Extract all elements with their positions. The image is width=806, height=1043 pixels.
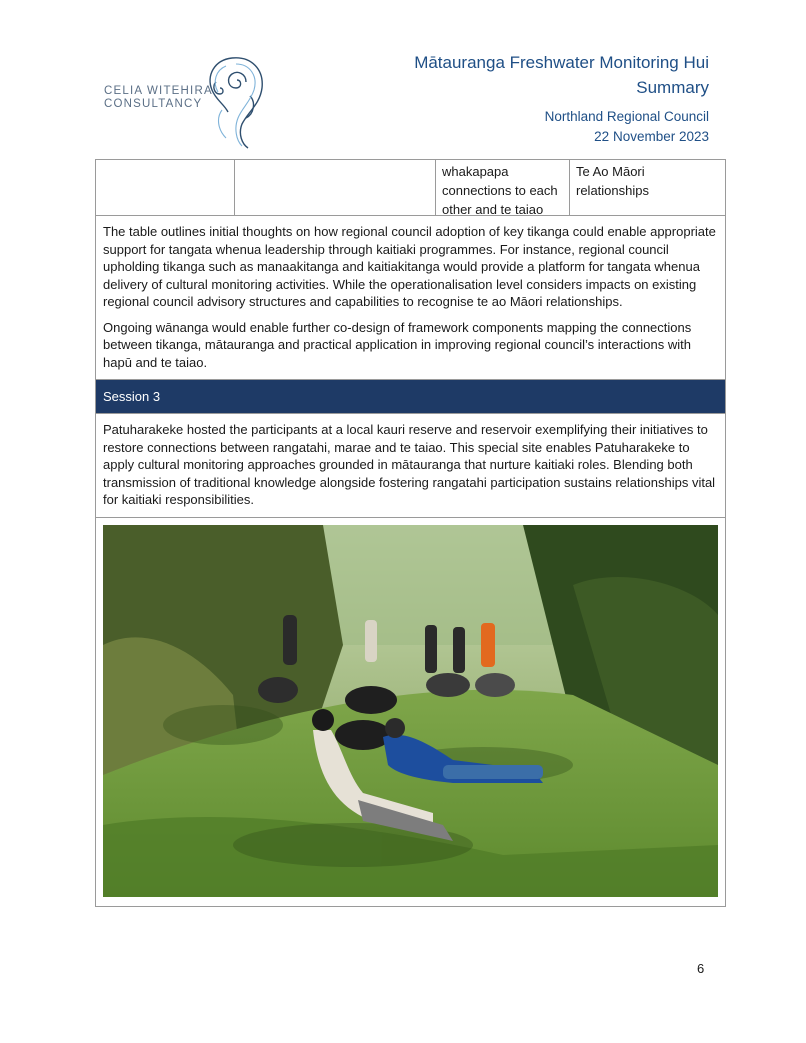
logo-line-1: CELIA WITEHIRA (104, 85, 213, 97)
table-cell-1 (96, 160, 235, 215)
session-heading: Session 3 (96, 380, 725, 414)
page-number: 6 (697, 961, 705, 976)
koru-logo-icon (202, 52, 272, 150)
content-table (95, 159, 726, 907)
session-paragraph: Patuharakeke hosted the participants at a local kauri reserve and reservoir exemplifying their initiatives to restore connections between rangatahi, marae and te taiao. This special site enables Patuharakeke to apply cultural monitoring approaches grounded in mātauranga that nurture kaitiaki roles. Blending both transmission of traditional knowledge alongside fostering rangatahi participation sustains relationships vital for kaitiaki responsibilities. (103, 422, 716, 507)
logo-wordmark (104, 85, 213, 111)
table-cell-3: whakapapa connections to each other and te taiao (436, 160, 570, 215)
company-logo (104, 52, 274, 152)
report-title-line-2: Summary (636, 78, 709, 97)
photo-cell (96, 518, 725, 906)
summary-paragraph-2: Ongoing wānanga would enable further co-design of framework components mapping the connections between tikanga, mātauranga and practical application in improving regional council’s interactions with hapū and te taiao. (103, 319, 692, 370)
table-row (96, 160, 725, 216)
summary-section (96, 216, 725, 380)
report-meta (545, 107, 709, 147)
organisation-name: Northland Regional Council (544, 109, 709, 124)
report-title-line-1: Mātauranga Freshwater Monitoring Hui (414, 53, 709, 72)
logo-line-2: CONSULTANCY (104, 98, 203, 110)
summary-paragraph-1: The table outlines initial thoughts on how regional council adoption of key tikanga could enable appropriate support for tangata whenua leadership through kaitiaki programmes. For instance, regional council upholding tikanga such as manaakitanga and kaitiakitanga would provide a platform for tangata whenua delivery of cultural monitoring activities. While the operationalisation level considers impacts on existing regional council advisory structures and capabilities to recognise te ao Māori relationships. (103, 224, 716, 309)
table-cell-4: Te Ao Māori relationships (576, 164, 649, 198)
session-section (96, 414, 725, 518)
report-date: 22 November 2023 (594, 129, 709, 144)
table-cell-2 (235, 160, 436, 215)
group-photo (103, 525, 718, 897)
report-title (414, 50, 709, 100)
